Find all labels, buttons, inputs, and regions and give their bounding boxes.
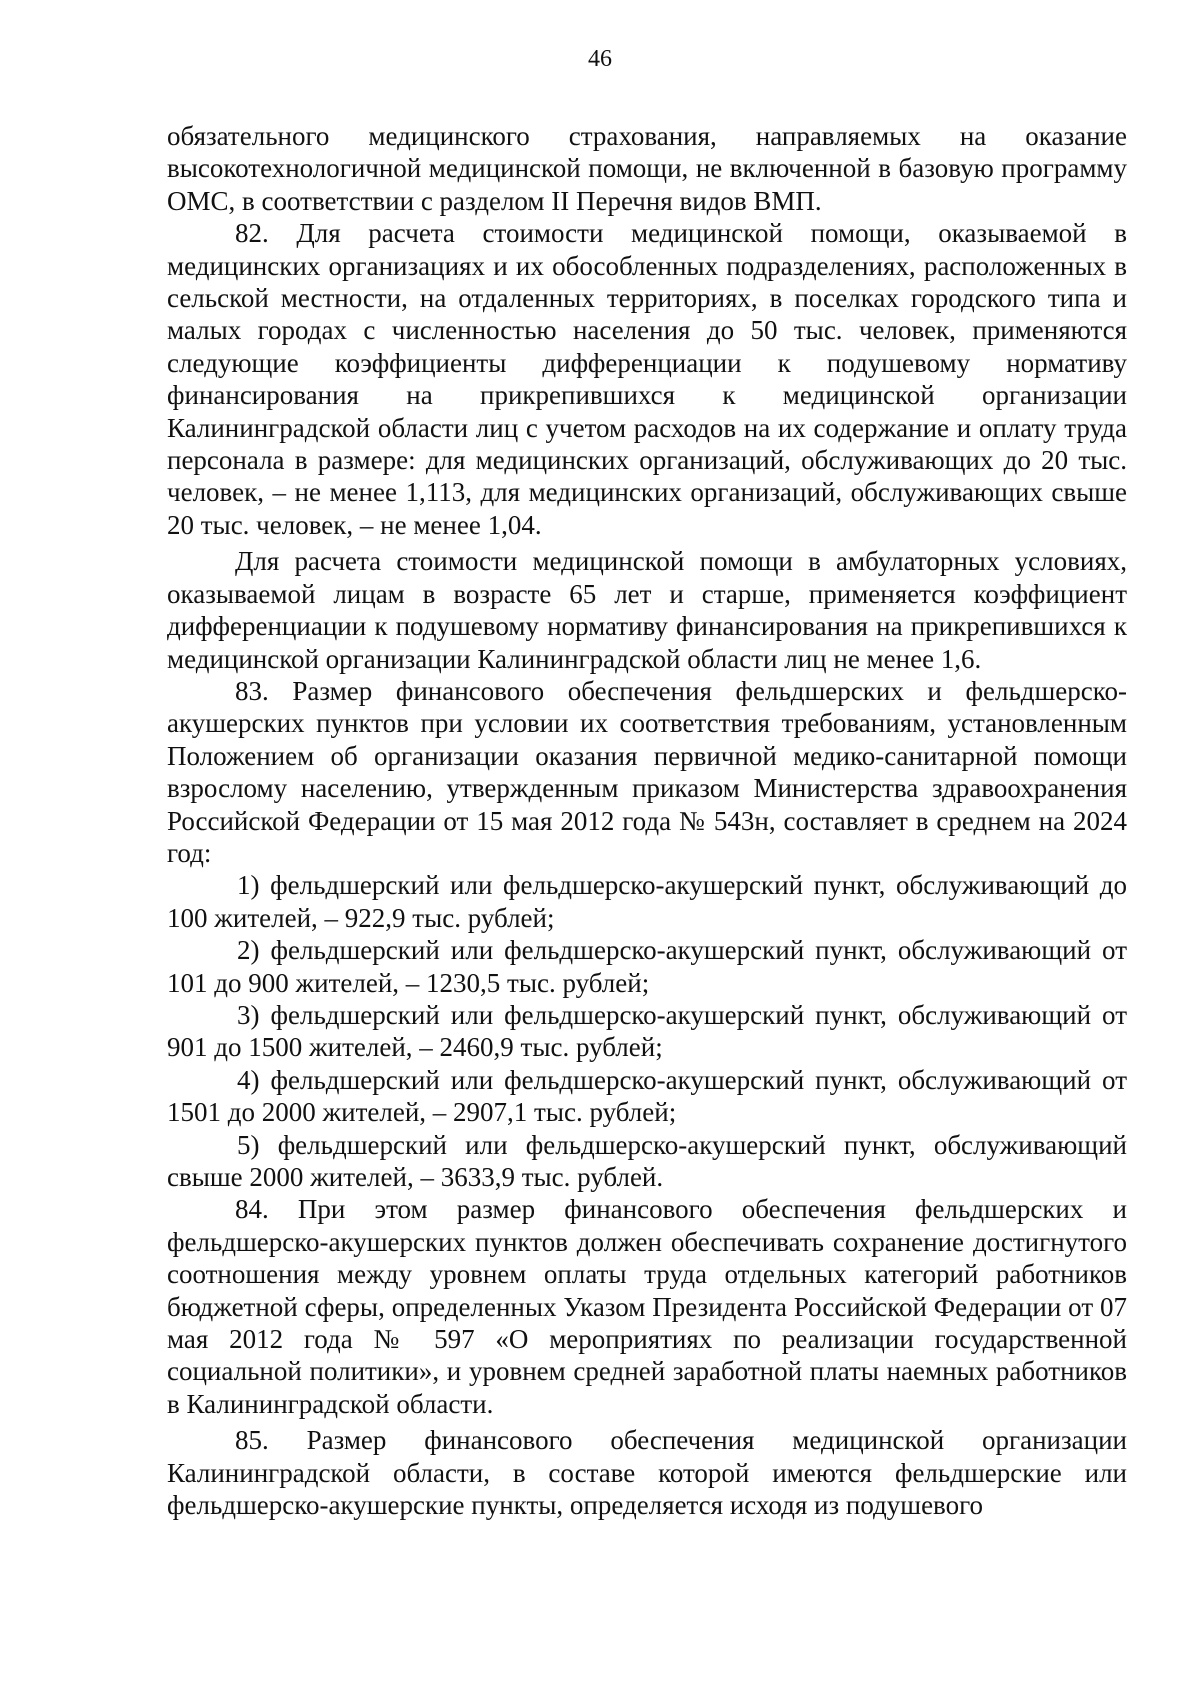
list-item-5: 5) фельдшерский или фельдшерско-акушерский пункт, обслуживающий свыше 2000 жителей, – 3633,9 тыс. рублей. (167, 1129, 1127, 1192)
paragraph-continuation: обязательного медицинского страхования, направляемых на оказание высокотехнологичной медицинской помощи, не включенной в базовую программу ОМС, в соответствии с разделом II Перечня видов ВМП. (167, 121, 1127, 216)
list-item-4: 4) фельдшерский или фельдшерско-акушерский пункт, обслуживающий от 1501 до 2000 жителей, – 2907,1 тыс. рублей; (167, 1064, 1127, 1128)
paragraph-85: 85. Размер финансового обеспечения медицинской организации Калининградской области, в составе которой имеются фельдшерские или фельдшерско-акушерские пункты, определяется исходя из подушевого (167, 1425, 1127, 1521)
list-item-1: 1) фельдшерский или фельдшерско-акушерский пункт, обслуживающий до 100 жителей, – 922,9 тыс. рублей; (167, 870, 1127, 933)
list-item-3: 3) фельдшерский или фельдшерско-акушерский пункт, обслуживающий от 901 до 1500 жителей, – 2460,9 тыс. рублей; (167, 999, 1127, 1063)
document-body (167, 120, 1127, 1521)
list-item-2: 2) фельдшерский или фельдшерско-акушерский пункт, обслуживающий от 101 до 900 жителей, – 1230,5 тыс. рублей; (167, 935, 1127, 998)
paragraph-82-age-coefficient: Для расчета стоимости медицинской помощи в амбулаторных условиях, оказываемой лицам в возрасте 65 лет и старше, применяется коэффициент дифференциации к подушевому нормативу финансирования на прикрепившихся к медицинской организации Калининградской области лиц не менее 1,6. (167, 546, 1127, 674)
page-number: 46 (588, 46, 612, 72)
paragraph-83: 83. Размер финансового обеспечения фельдшерских и фельдшерско-акушерских пунктов при условии их соответствия требованиям, установленным Положением об организации оказания первичной медико-санитарной помощи взрослому населению, утвержденным приказом Министерства здравоохранения Российской Федерации от 15 мая 2012 года № 543н, составляет в среднем на 2024 год: (167, 675, 1127, 868)
paragraph-82: 82. Для расчета стоимости медицинской помощи, оказываемой в медицинских организациях и их обособленных подразделениях, расположенных в сельской местности, на отдаленных территориях, в поселках городского типа и малых городах с численностью населения до 50 тыс. человек, применяются следующие коэффициенты дифференциации к подушевому нормативу финансирования на прикрепившихся к медицинской организации Калининградской области лиц с учетом расходов на их содержание и оплату труда персонала в размере: для медицинских организаций, обслуживающих до 20 тыс. человек, – не менее 1,113, для медицинских организаций, обслуживающих свыше 20 тыс. человек, – не менее 1,04. (167, 218, 1127, 540)
paragraph-84: 84. При этом размер финансового обеспечения фельдшерских и фельдшерско-акушерских пунктов должен обеспечивать сохранение достигнутого соотношения между уровнем оплаты труда отдельных категорий работников бюджетной сферы, определенных Указом Президента Российской Федерации от 07 мая 2012 года № 597 «О мероприятиях по реализации государственной социальной политики», и уровнем средней заработной платы наемных работников в Калининградской области. (167, 1194, 1127, 1419)
